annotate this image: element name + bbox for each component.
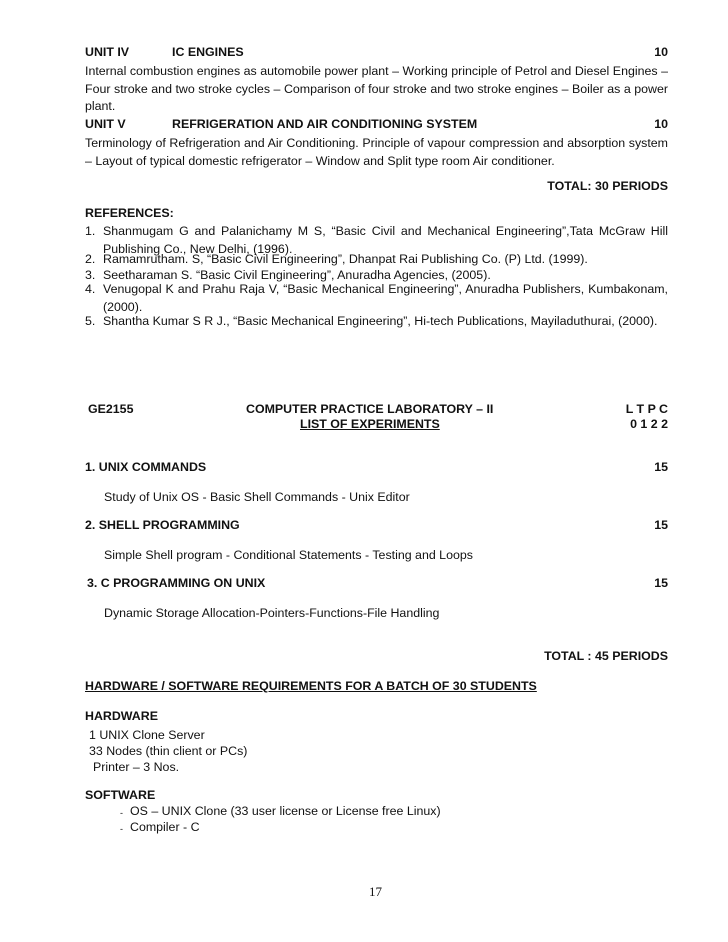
experiment-description: Dynamic Storage Allocation-Pointers-Functions-File Handling [104, 606, 440, 620]
page-number: 17 [369, 884, 382, 899]
reference-item [85, 281, 668, 316]
reference-text: Venugopal K and Prahu Raja V, “Basic Mechanical Engineering”, Anuradha Publishers, Kumbakonam, (2000). [103, 282, 668, 314]
unit5-body: Terminology of Refrigeration and Air Conditioning. Principle of vapour compression and absorption system – Layout of typical domestic refrigerator – Window and Split type room Air conditioner. [85, 136, 668, 168]
ltpc-header: L T P C [625, 402, 668, 416]
hardware-item: Printer – 3 Nos. [93, 760, 180, 774]
course-code: GE2155 [88, 402, 134, 416]
hardware-item: 33 Nodes (thin client or PCs) [89, 744, 248, 758]
requirements-heading: HARDWARE / SOFTWARE REQUIREMENTS FOR A BATCH OF 30 STUDENTS [85, 679, 537, 693]
reference-number: 2. [85, 252, 96, 266]
reference-text: Seetharaman S. “Basic Civil Engineering”, Anuradha Agencies, (2005). [103, 268, 491, 282]
software-heading: SOFTWARE [85, 788, 156, 802]
experiment-hours: 15 [654, 518, 668, 532]
reference-text: Ramamrutham. S, “Basic Civil Engineering”, Dhanpat Rai Publishing Co. (P) Ltd. (1999). [103, 252, 588, 266]
unit5-label: UNIT V [85, 117, 126, 131]
reference-number: 4. [85, 282, 96, 296]
experiment-hours: 15 [654, 576, 668, 590]
hardware-heading: HARDWARE [85, 709, 158, 723]
reference-text: Shanmugam G and Palanichamy M S, “Basic Civil and Mechanical Engineering”,Tata McGraw Hill Publishing Co., New Delhi, (1996). [103, 224, 668, 256]
unit5-hours: 10 [654, 117, 668, 131]
course-title: COMPUTER PRACTICE LABORATORY – II [246, 402, 494, 416]
software-item: OS – UNIX Clone (33 user license or License free Linux) [130, 804, 441, 818]
unit4-title: IC ENGINES [172, 45, 244, 59]
reference-number: 5. [85, 314, 96, 328]
bullet-icon: - [120, 824, 123, 834]
total-periods-1: TOTAL: 30 PERIODS [547, 179, 668, 193]
reference-item [85, 313, 668, 331]
experiment-description: Simple Shell program - Conditional Statements - Testing and Loops [104, 548, 473, 562]
total-periods-2: TOTAL : 45 PERIODS [544, 649, 668, 663]
software-item: Compiler - C [130, 820, 200, 834]
unit4-body: Internal combustion engines as automobile power plant – Working principle of Petrol and Diesel Engines – Four stroke and two stroke cycles – Comparison of four stroke and two stroke engines – Boiler as a power plant. [85, 64, 668, 113]
experiment-title: 2. SHELL PROGRAMMING [85, 518, 240, 532]
unit5-title: REFRIGERATION AND AIR CONDITIONING SYSTEM [172, 117, 478, 131]
hardware-item: 1 UNIX Clone Server [89, 728, 205, 742]
bullet-icon: - [120, 808, 123, 818]
reference-number: 3. [85, 268, 96, 282]
reference-text: Shantha Kumar S R J., “Basic Mechanical Engineering”, Hi-tech Publications, Mayiladuthurai, (2000). [103, 314, 658, 328]
ltpc-values: 0 1 2 2 [630, 417, 668, 431]
course-subtitle: LIST OF EXPERIMENTS [300, 417, 440, 431]
experiment-description: Study of Unix OS - Basic Shell Commands - Unix Editor [104, 490, 410, 504]
reference-item [85, 251, 668, 269]
experiment-hours: 15 [654, 460, 668, 474]
unit4-hours: 10 [654, 45, 668, 59]
experiment-title: 1. UNIX COMMANDS [85, 460, 207, 474]
experiment-title: 3. C PROGRAMMING ON UNIX [87, 576, 266, 590]
reference-number: 1. [85, 224, 96, 238]
references-heading: REFERENCES: [85, 206, 174, 220]
unit4-label: UNIT IV [85, 45, 130, 59]
